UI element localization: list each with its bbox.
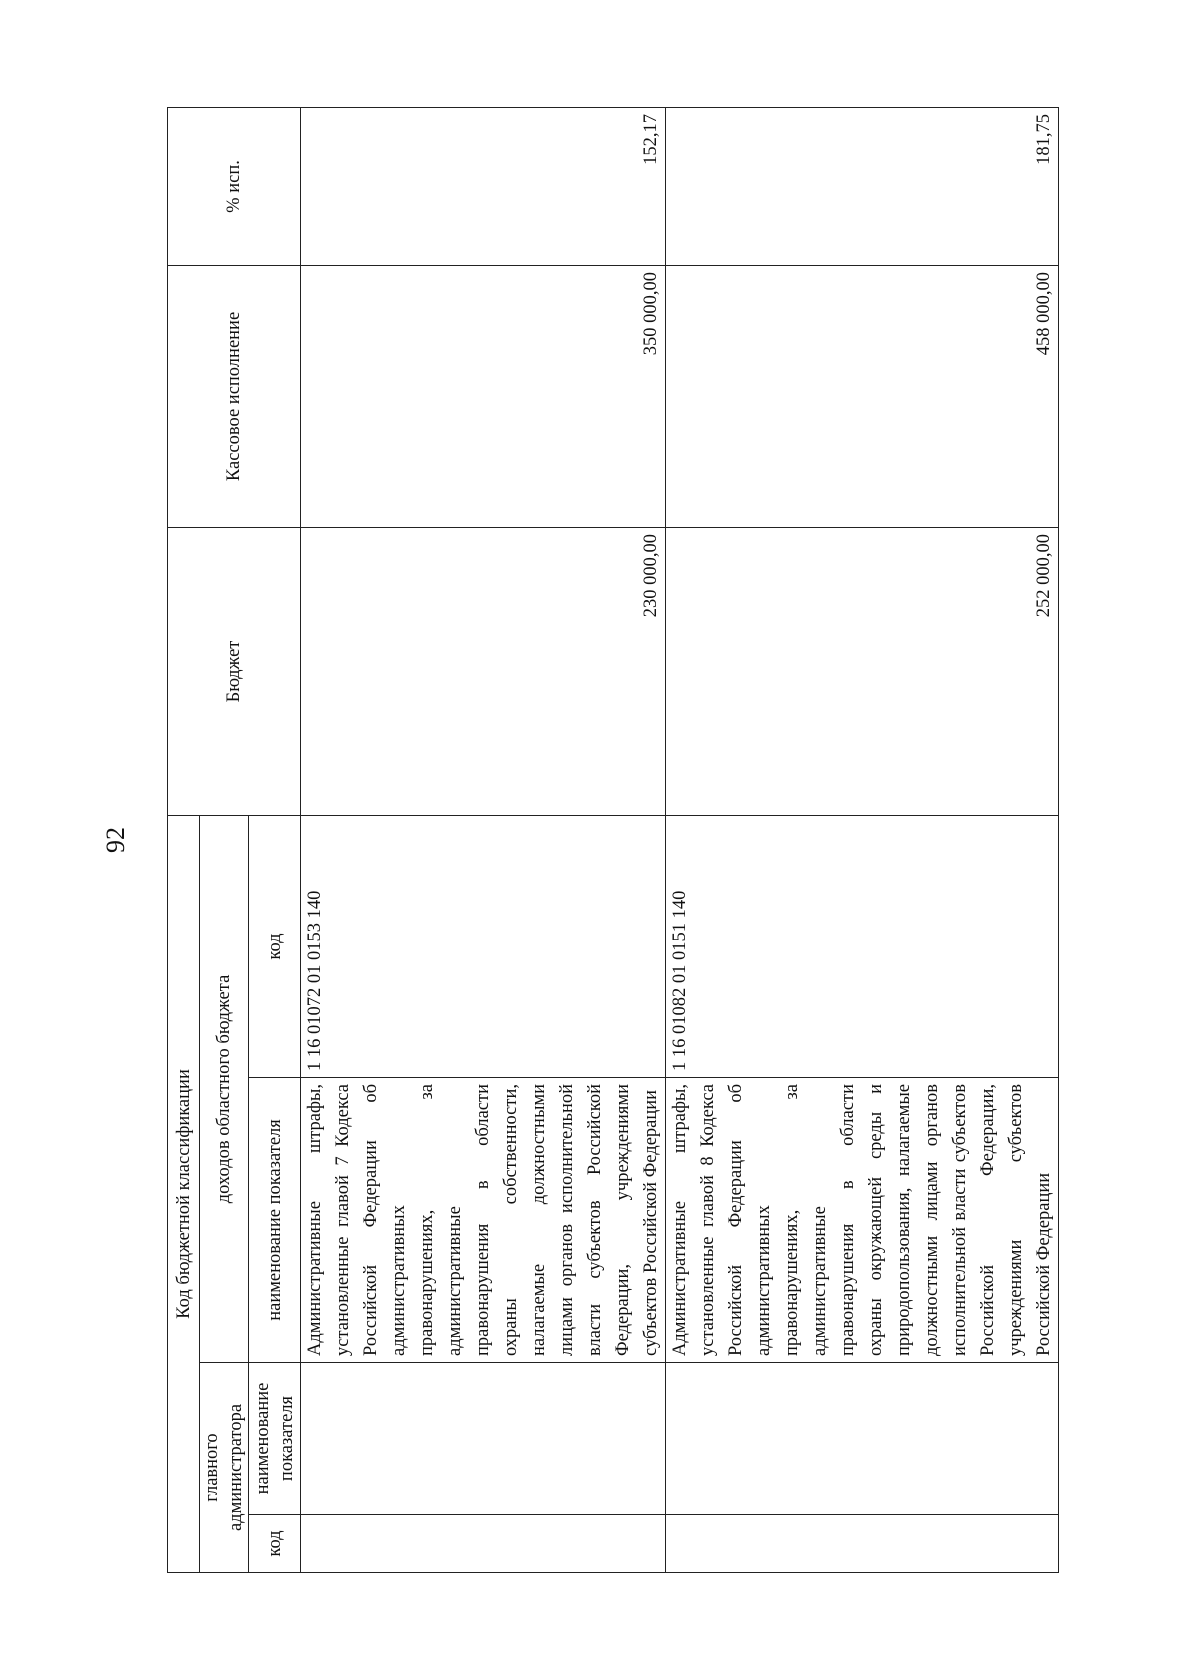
indicator-description-cell: Административные штрафы, установленные главой 7 Кодекса Российской Федерации об административных правонарушениях, за административные правонарушения в области охраны собственности, налагаемые должностными лицами органов исполнительной власти субъектов Российской Федерации, учреждениями субъектов Российской Федерации (301, 1078, 666, 1363)
budget-table-sheet (167, 108, 1054, 1573)
admin-code-cell (666, 1515, 1059, 1573)
admin-indicator-name-header: наименование показателя (249, 1363, 301, 1515)
cash-value-cell: 458 000,00 (666, 265, 1059, 527)
table-row (666, 107, 1059, 1572)
indicator-name-header: наименование показателя (249, 1078, 301, 1363)
percent-value-cell: 181,75 (666, 107, 1059, 265)
income-code-header: код (249, 815, 301, 1077)
classification-title-header: Код бюджетной классификации (168, 815, 200, 1572)
income-code-cell: 1 16 01072 01 0153 140 (301, 815, 666, 1077)
percent-value-cell: 152,17 (301, 107, 666, 265)
admin-code-cell (301, 1515, 666, 1573)
regional-income-header: доходов областного бюджета (200, 815, 249, 1362)
page-number: 92 (101, 827, 130, 853)
admin-name-cell (666, 1363, 1059, 1515)
budget-value-cell: 252 000,00 (666, 527, 1059, 815)
cash-value-cell: 350 000,00 (301, 265, 666, 527)
admin-code-header: код (249, 1515, 301, 1573)
budget-header: Бюджет (168, 527, 301, 815)
percent-execution-header: % исп. (168, 107, 301, 265)
budget-value-cell: 230 000,00 (301, 527, 666, 815)
main-administrator-header: главного администратора (200, 1363, 249, 1573)
cash-execution-header: Кассовое исполнение (168, 265, 301, 527)
budget-classification-table (167, 107, 1059, 1573)
indicator-description-cell: Административные штрафы, установленные главой 8 Кодекса Российской Федерации об административных правонарушениях, за административные правонарушения в области охраны окружающей среды и природопользования, налагаемые должностными лицами органов исполнительной власти субъектов Российской Федерации, учреждениями субъектов Российской Федерации (666, 1078, 1059, 1363)
table-row (301, 107, 666, 1572)
admin-name-cell (301, 1363, 666, 1515)
income-code-cell: 1 16 01082 01 0151 140 (666, 815, 1059, 1077)
